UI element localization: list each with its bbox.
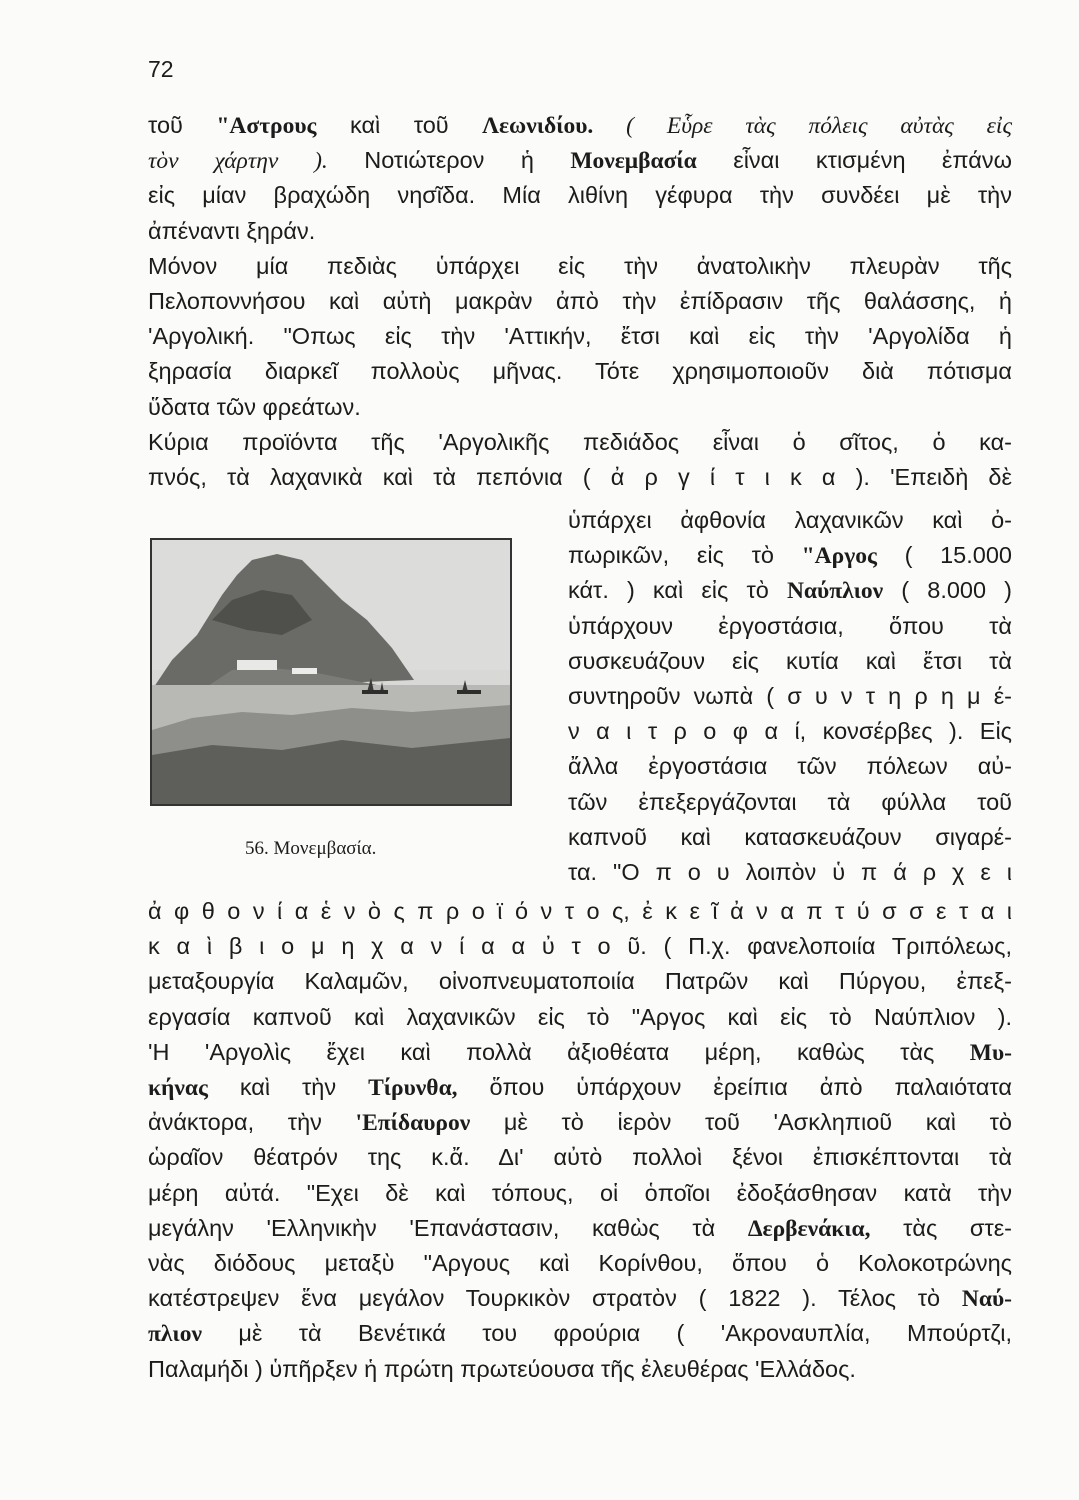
text-segment: πνός, τὰ λαχανικὰ καὶ τὰ πεπόνια ( ἀ ρ γ ί τ ι κ α ). 'Επειδὴ δὲ — [148, 464, 1012, 490]
bold-term: κήνας — [148, 1075, 208, 1101]
text-segment: μὲ τὰ Βενέτικά του φρούρια ( 'Ακροναυπλία, Μπούρτζι, — [201, 1320, 1012, 1347]
text-line — [148, 389, 1012, 425]
text-segment: μέρη αὐτά. "Εχει δὲ καὶ τόπους, οἱ ὁποῖοι ἐδοξάσθησαν κατὰ τὴν — [148, 1179, 1012, 1206]
italic-text: τὸν χάρτην ). — [148, 148, 328, 175]
text-segment: ὑπάρχουν ἐργοστάσια, ὅπου τὰ — [568, 612, 1012, 639]
text-segment: καὶ τὴν — [207, 1074, 369, 1100]
side-text-line — [568, 819, 1012, 855]
text-line — [148, 177, 1012, 213]
text-segment: εἰς μίαν βραχώδη νησῖδα. Μία λιθίνη γέφυρα τὴν συνδέει μὲ τὴν — [148, 182, 1012, 209]
text-line — [148, 1280, 1012, 1317]
bold-term: Μονεμβασία — [570, 148, 697, 175]
text-line — [148, 1069, 1012, 1106]
text-segment: συντηροῦν νωπὰ ( σ υ ν τ η ρ η μ έ- — [568, 683, 1012, 709]
text-segment: Παλαμήδι ) ὑπῆρξεν ἡ πρώτη πρωτεύουσα τῆς ἐλευθέρας 'Ελλάδος. — [148, 1355, 856, 1382]
text-line — [148, 353, 1012, 389]
text-segment: τα. "Ο π ο υ λοιπὸν ὑ π ά ρ χ ε ι — [568, 859, 1012, 885]
text-segment: κατέστρεψεν ἕνα μεγάλον Τουρκικὸν στρατὸν ( 1822 ). Τέλος τὸ — [148, 1285, 962, 1312]
text-segment: καὶ τοῦ — [316, 112, 483, 138]
text-line — [148, 1175, 1012, 1211]
text-segment: Κύρια προϊόντα τῆς 'Αργολικῆς πεδιάδος εἶναι ὁ σῖτος, ὁ κα- — [148, 428, 1012, 455]
bold-term: Τίρυνθα, — [368, 1075, 458, 1101]
bold-term: "Αστρους — [216, 113, 317, 139]
text-segment: ἄλλα ἐργοστάσια τῶν πόλεων αὐ- — [568, 753, 1012, 780]
text-segment: καπνοῦ καὶ κατασκευάζουν σιγαρέ- — [568, 823, 1012, 850]
text-segment: ξηρασία διαρκεῖ πολλοὺς μῆνας. Τότε χρησιμοποιοῦν διὰ πότισμα — [148, 358, 1012, 385]
text-segment: τῶν ἐπεξεργάζονται τὰ φύλλα τοῦ — [568, 788, 1012, 815]
bold-term: Δερβενάκια, — [747, 1215, 871, 1242]
bold-term: Ναύ- — [961, 1286, 1012, 1313]
side-text-line — [568, 537, 1012, 574]
text-segment: μὲ τὸ ἱερὸν τοῦ 'Ασκληπιοῦ καὶ τὸ — [470, 1109, 1012, 1136]
text-segment: ὡραῖον θέατρόν της κ.ἄ. Δι' αὐτὸ πολλοὶ ξένοι ἐπισκέπτονται τὰ — [148, 1144, 1012, 1171]
text-segment: πωρικῶν, εἰς τὸ — [568, 542, 802, 569]
side-text-line — [568, 748, 1012, 784]
text-line — [148, 318, 1012, 354]
side-text-line — [568, 572, 1012, 609]
side-text-line — [568, 678, 1012, 714]
side-text-line — [568, 502, 1012, 538]
text-segment: κ α ὶ β ι ο μ η χ α ν ί α α ὐ τ ο ῦ. ( Π.χ. φανελοποιία Τριπόλεως, — [148, 933, 1012, 960]
side-text-line — [568, 854, 1012, 890]
text-segment: ( 15.000 — [876, 542, 1012, 569]
text-line — [148, 1315, 1012, 1352]
text-line — [148, 999, 1012, 1035]
side-text-line — [568, 608, 1012, 644]
text-line — [148, 424, 1012, 460]
text-line — [148, 142, 1012, 179]
bold-term: Ναύπλιον — [786, 578, 884, 605]
side-text-line — [568, 713, 1012, 749]
text-line — [148, 213, 1012, 249]
text-segment: εἶναι κτισμένη ἐπάνω — [696, 147, 1012, 174]
bold-term: 'Επίδαυρον — [355, 1110, 471, 1137]
italic-text: ( Εὗρε τὰς πόλεις αὐτὰς εἰς — [593, 113, 1012, 139]
monemvasia-photo-image — [152, 540, 510, 804]
text-line — [148, 107, 1012, 144]
text-segment: ἀ φ θ ο ν ί α ἑ ν ὸ ς π ρ ο ϊ ό ν τ ο ς, ἐ κ ε ῖ ἀ ν α π τ ύ σ σ ε τ α ι — [148, 898, 1012, 924]
text-line — [148, 928, 1012, 964]
text-segment: ν α ι τ ρ ο φ α ί, κονσέρβες ). Εἰς — [568, 718, 1012, 745]
text-segment: ὕδατα τῶν φρεάτων. — [148, 393, 361, 420]
text-line — [148, 1139, 1012, 1175]
text-segment: 'Η 'Αργολὶς ἔχει καὶ πολλὰ ἀξιοθέατα μέρη, καθὼς τὰς — [148, 1038, 970, 1065]
text-segment: Μόνον μία πεδιὰς ὑπάρχει εἰς τὴν ἀνατολικὴν πλευρὰν τῆς — [148, 252, 1012, 279]
figure-photo-monemvasia — [150, 538, 512, 806]
text-segment: 'Αργολική. "Οπως εἰς τὴν 'Αττικήν, ἔτσι καὶ εἰς τὴν 'Αργολίδα ἡ — [148, 323, 1012, 350]
text-segment: συσκευάζουν εἰς κυτία καὶ ἔτσι τὰ — [568, 647, 1012, 674]
text-line — [148, 283, 1012, 319]
text-line — [148, 248, 1012, 284]
text-segment: Πελοποννήσου καὶ αὐτὴ μακρὰν ἀπὸ τὴν ἐπίδρασιν τῆς θαλάσσης, ἡ — [148, 288, 1012, 314]
text-line — [148, 963, 1012, 999]
text-segment: εργασία καπνοῦ καὶ λαχανικῶν εἰς τὸ "Αργος καὶ εἰς τὸ Ναύπλιον ). — [148, 1003, 1012, 1030]
text-segment: ( 8.000 ) — [883, 577, 1013, 604]
text-segment: τοῦ — [148, 112, 217, 138]
text-segment: κάτ. ) καὶ εἰς τὸ — [568, 577, 787, 604]
bold-term: "Αργος — [801, 543, 877, 570]
bold-term: πλιον — [148, 1321, 202, 1348]
figure-caption: 56. Μονεμβασία. — [245, 838, 377, 859]
side-text-line — [568, 784, 1012, 820]
text-line — [148, 1210, 1012, 1247]
bold-term: Μυ- — [969, 1039, 1012, 1066]
text-segment: μεταξουργία Καλαμῶν, οἰνοπνευματοποιία Πατρῶν καὶ Πύργου, ἐπεξ- — [148, 968, 1012, 995]
text-line — [148, 459, 1012, 495]
text-line — [148, 893, 1012, 929]
text-line — [148, 1104, 1012, 1141]
page-number: 72 — [148, 56, 174, 82]
text-line — [148, 1034, 1012, 1071]
bold-term: Λεωνιδίου. — [482, 113, 594, 139]
text-segment: ἀπέναντι ξηράν. — [148, 217, 316, 244]
side-text-line — [568, 643, 1012, 679]
text-segment: τὰς στε- — [870, 1214, 1012, 1241]
text-segment: Νοτιώτερον ἡ — [327, 147, 571, 174]
text-segment: ὑπάρχει ἀφθονία λαχανικῶν καὶ ὀ- — [568, 507, 1012, 533]
text-line — [148, 1351, 1012, 1387]
text-segment: νὰς διόδους μεταξὺ "Αργους καὶ Κορίνθου, ὅπου ὁ Κολοκοτρώνης — [148, 1250, 1012, 1276]
text-segment: μεγάλην 'Ελληνικὴν 'Επανάστασιν, καθὼς τὰ — [148, 1214, 748, 1241]
text-segment: ὅπου ὑπάρχουν ἐρείπια ἀπὸ παλαιότατα — [457, 1074, 1012, 1100]
text-segment: ἀνάκτορα, τὴν — [148, 1109, 356, 1136]
text-line — [148, 1245, 1012, 1281]
